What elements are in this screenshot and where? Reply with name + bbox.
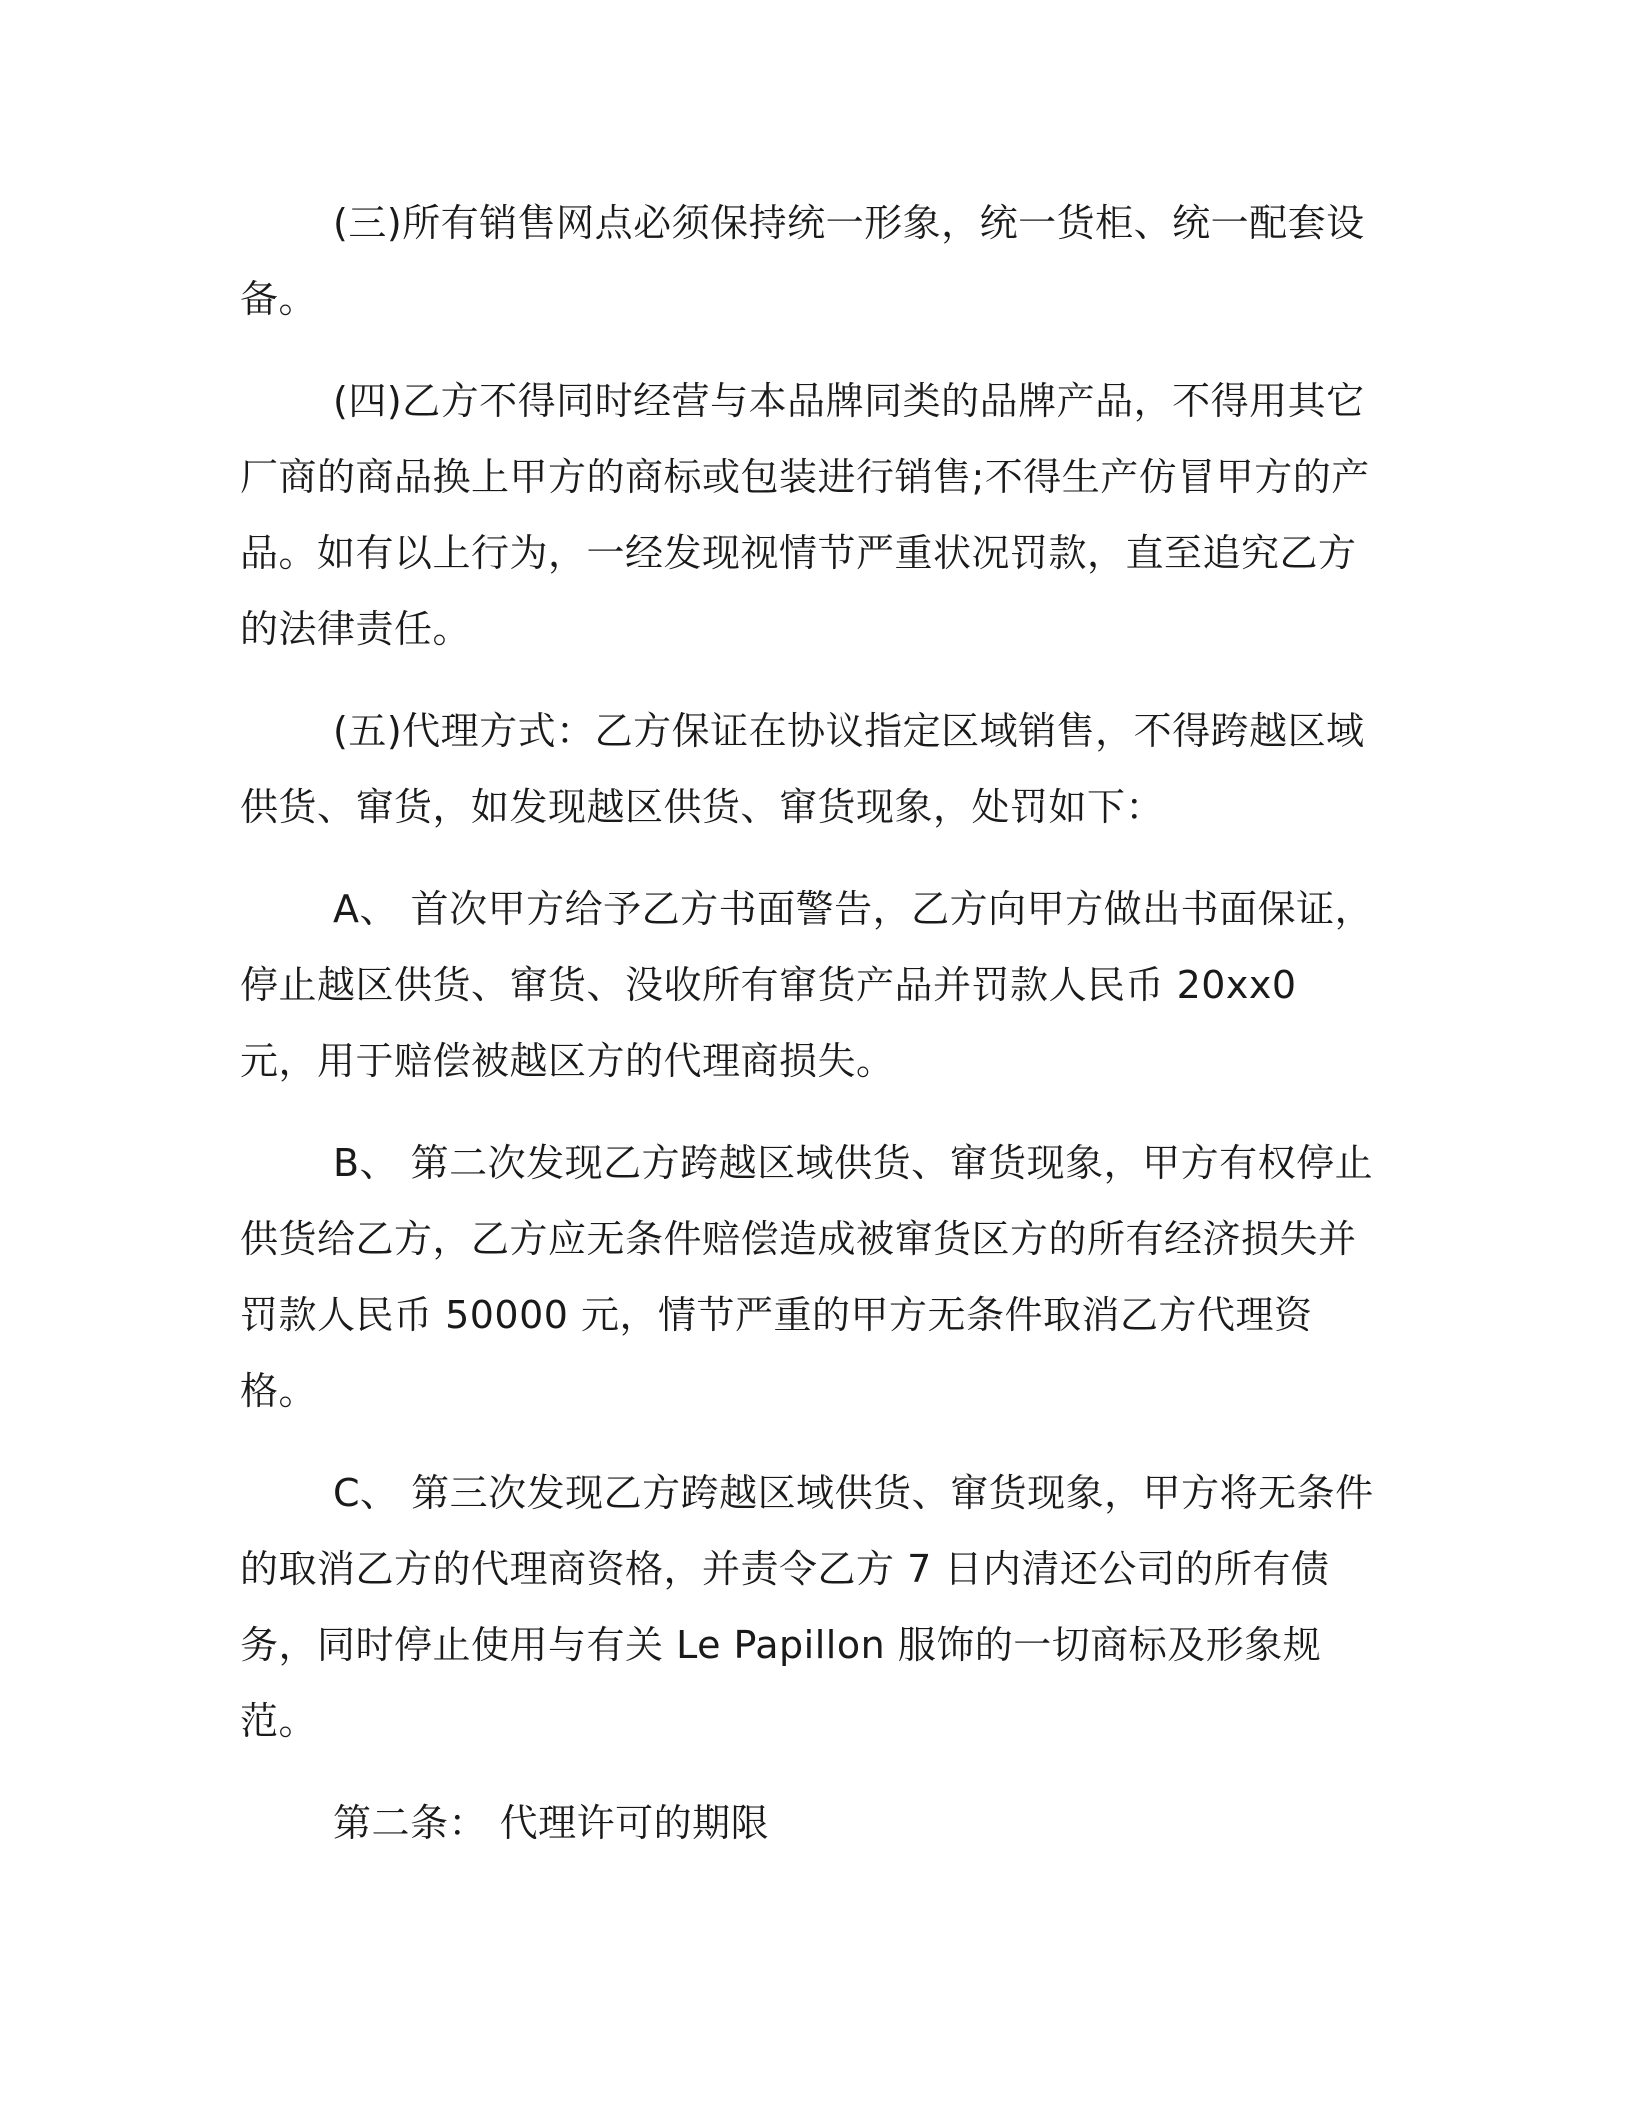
- document-body: [240, 185, 1380, 1887]
- paragraph-penalty-a: A、 首次甲方给予乙方书面警告，乙方向甲方做出书面保证，停止越区供货、窜货、没收所有窜货产品并罚款人民币 20xx0 元，用于赔偿被越区方的代理商损失。: [240, 887, 1374, 1083]
- paragraph-penalty-b: B、 第二次发现乙方跨越区域供货、窜货现象，甲方有权停止供货给乙方，乙方应无条件赔偿造成被窜货区方的所有经济损失并罚款人民币 50000 元，情节严重的甲方无条件取消乙方代理资格。: [240, 1141, 1374, 1413]
- paragraph-clause-3: (三)所有销售网点必须保持统一形象，统一货柜、统一配套设备。: [240, 201, 1365, 321]
- section-heading-article-2: 第二条： 代理许可的期限: [333, 1801, 770, 1845]
- paragraph-clause-5: (五)代理方式：乙方保证在协议指定区域销售，不得跨越区域供货、窜货，如发现越区供货、窜货现象，处罚如下：: [240, 709, 1365, 829]
- paragraph-clause-4: (四)乙方不得同时经营与本品牌同类的品牌产品，不得用其它厂商的商品换上甲方的商标或包装进行销售;不得生产仿冒甲方的产品。如有以上行为，一经发现视情节严重状况罚款，直至追究乙方的法律责任。: [240, 379, 1370, 651]
- paragraph-penalty-c: C、 第三次发现乙方跨越区域供货、窜货现象，甲方将无条件的取消乙方的代理商资格，并责令乙方 7 日内清还公司的所有债务，同时停止使用与有关 Le Papillon 服饰的一切商标及形象规范。: [240, 1471, 1374, 1743]
